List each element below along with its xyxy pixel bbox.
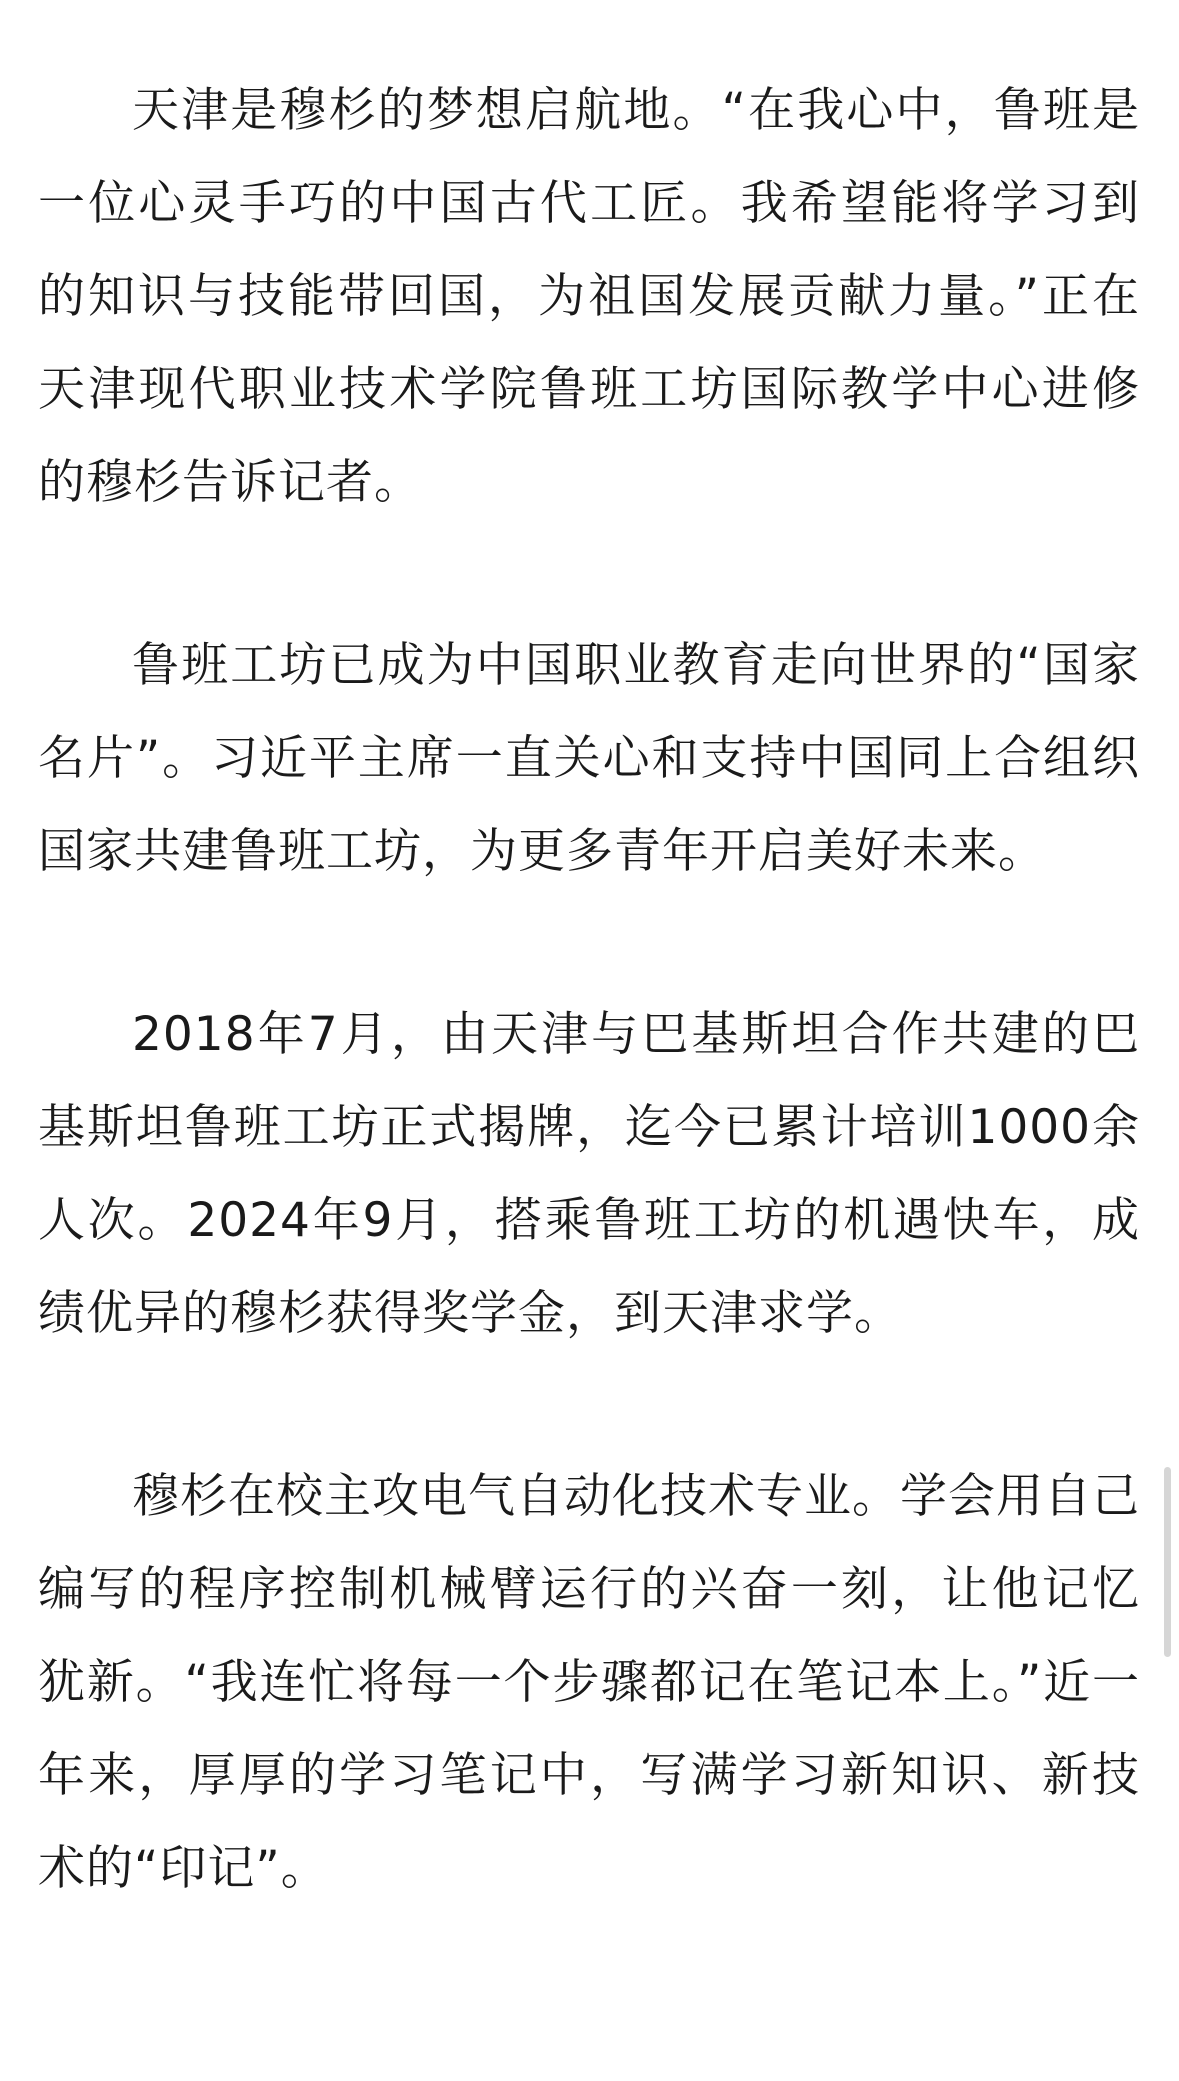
article-paragraph-3: 2018年7月，由天津与巴基斯坦合作共建的巴基斯坦鲁班工坊正式揭牌，迄今已累计培训1000余人次。2024年9月，搭乘鲁班工坊的机遇快车，成绩优异的穆杉获得奖学金，到天津求学。 bbox=[38, 1007, 1140, 1341]
article-paragraph-2: 鲁班工坊已成为中国职业教育走向世界的“国家名片”。习近平主席一直关心和支持中国同上合组织国家共建鲁班工坊，为更多青年开启美好未来。 bbox=[38, 638, 1140, 879]
article-paragraph-4: 穆杉在校主攻电气自动化技术专业。学会用自己编写的程序控制机械臂运行的兴奋一刻，让他记忆犹新。“我连忙将每一个步骤都记在笔记本上。”近一年来，厚厚的学习笔记中，写满学习新知识、新技术的“印记”。 bbox=[38, 1469, 1140, 1896]
scrollbar-thumb[interactable] bbox=[1164, 1467, 1171, 1657]
article-paragraph-1: 天津是穆杉的梦想启航地。“在我心中，鲁班是一位心灵手巧的中国古代工匠。我希望能将学习到的知识与技能带回国，为祖国发展贡献力量。”正在天津现代职业技术学院鲁班工坊国际教学中心进修的穆杉告诉记者。 bbox=[38, 83, 1140, 510]
article-body bbox=[38, 64, 1140, 1915]
